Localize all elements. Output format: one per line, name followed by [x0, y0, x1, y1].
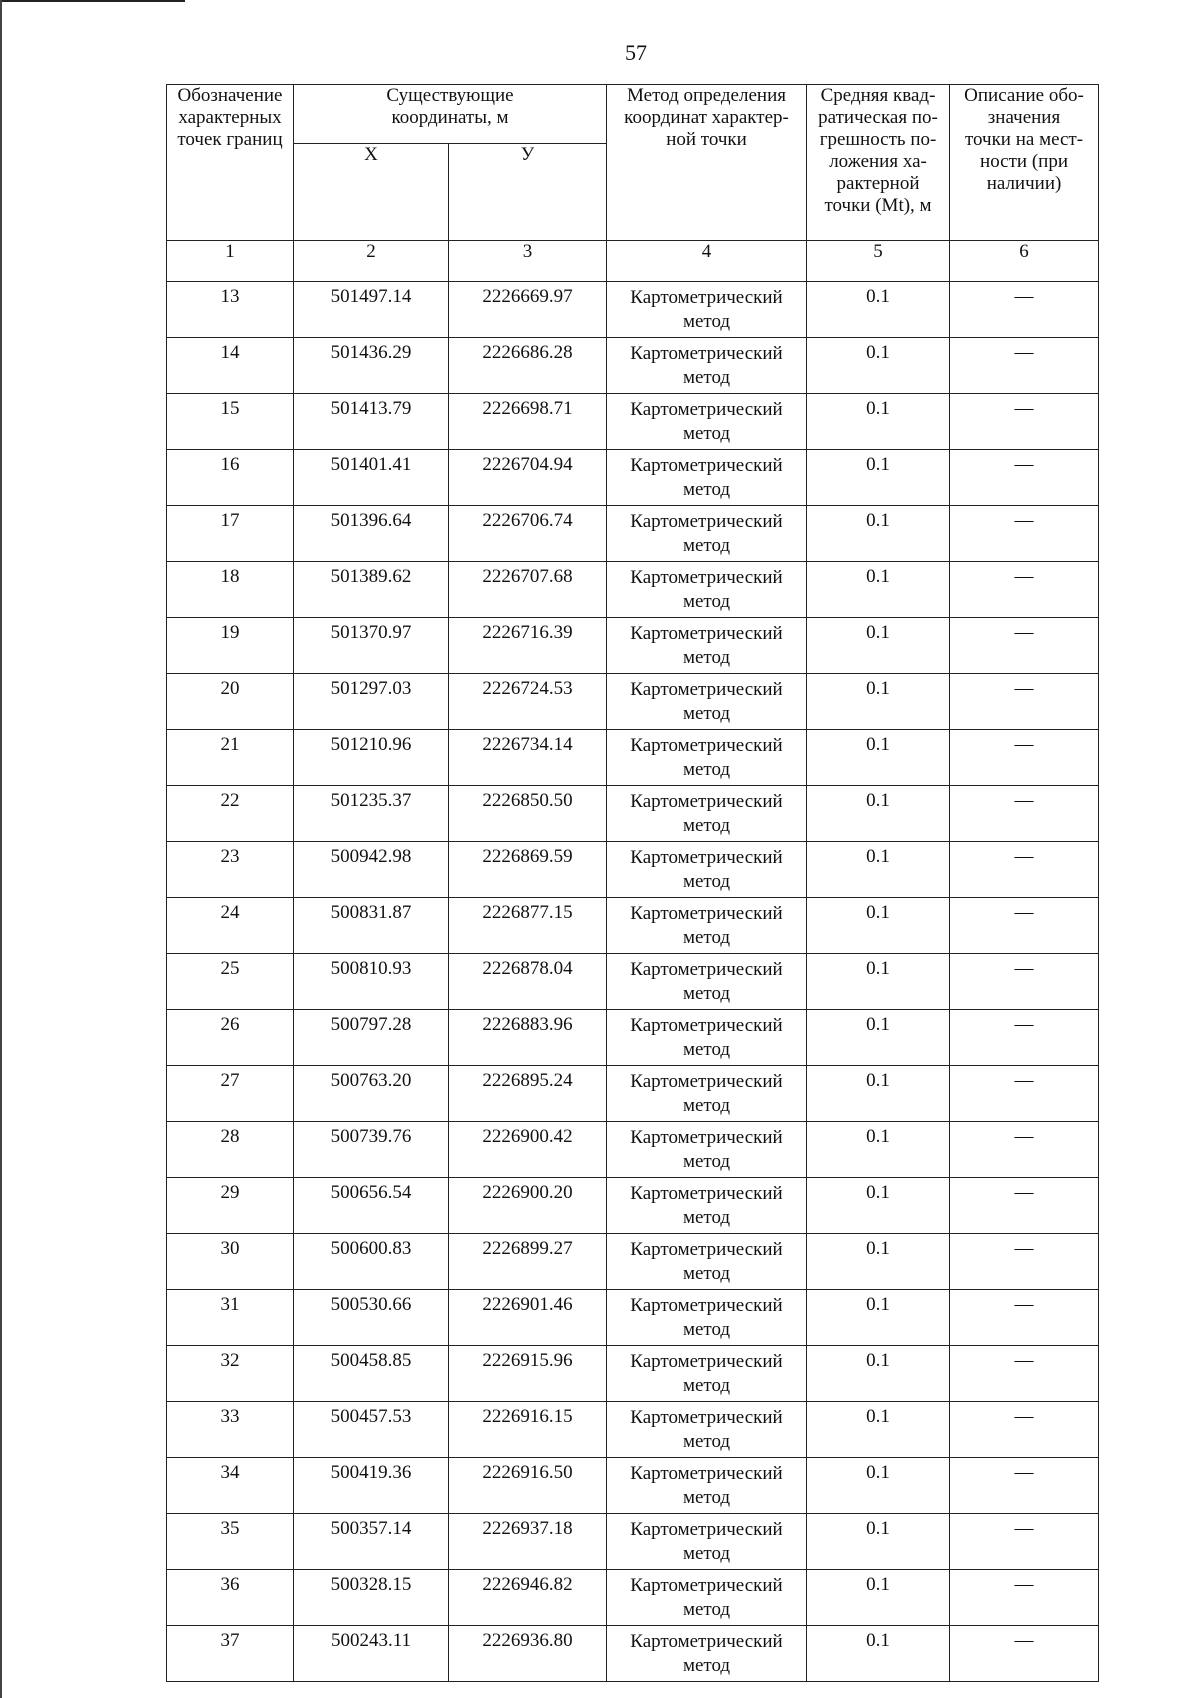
method-cell: Картометрический метод [607, 786, 807, 842]
x-coordinate-cell: 500419.36 [294, 1458, 449, 1514]
page-number: 57 [625, 40, 647, 65]
y-coordinate-cell: 2226707.68 [449, 562, 607, 618]
table-row [167, 618, 1099, 674]
y-coordinate-cell: 2226936.80 [449, 1626, 607, 1682]
x-coordinate-cell: 501297.03 [294, 674, 449, 730]
description-cell: — [950, 674, 1099, 730]
method-cell: Картометрический метод [607, 450, 807, 506]
error-cell: 0.1 [807, 1122, 950, 1178]
point-number-cell: 36 [167, 1570, 294, 1626]
x-coordinate-cell: 500739.76 [294, 1122, 449, 1178]
method-cell: Картометрический метод [607, 562, 807, 618]
point-number-cell: 19 [167, 618, 294, 674]
column-number: 6 [950, 241, 1099, 282]
description-cell: — [950, 1066, 1099, 1122]
method-cell: Картометрический метод [607, 730, 807, 786]
description-cell: — [950, 1514, 1099, 1570]
point-number-cell: 20 [167, 674, 294, 730]
point-number-cell: 14 [167, 338, 294, 394]
description-cell: — [950, 1570, 1099, 1626]
table-row [167, 842, 1099, 898]
point-number-cell: 15 [167, 394, 294, 450]
point-number-cell: 37 [167, 1626, 294, 1682]
method-cell: Картометрический метод [607, 674, 807, 730]
point-number-cell: 18 [167, 562, 294, 618]
y-coordinate-cell: 2226899.27 [449, 1234, 607, 1290]
method-cell: Картометрический метод [607, 1514, 807, 1570]
point-number-cell: 26 [167, 1010, 294, 1066]
table-row [167, 786, 1099, 842]
x-coordinate-cell: 500530.66 [294, 1290, 449, 1346]
y-coordinate-cell: 2226900.42 [449, 1122, 607, 1178]
table-row [167, 1122, 1099, 1178]
x-coordinate-cell: 500797.28 [294, 1010, 449, 1066]
method-cell: Картометрический метод [607, 1066, 807, 1122]
table-row [167, 1514, 1099, 1570]
column-number: 2 [294, 241, 449, 282]
description-cell: — [950, 338, 1099, 394]
table-row [167, 338, 1099, 394]
column-number-row [167, 241, 1099, 282]
y-coordinate-cell: 2226895.24 [449, 1066, 607, 1122]
method-cell: Картометрический метод [607, 618, 807, 674]
description-cell: — [950, 282, 1099, 338]
method-cell: Картометрический метод [607, 1570, 807, 1626]
header-point-label: Обозначение характерных точек границ [167, 85, 294, 241]
error-cell: 0.1 [807, 730, 950, 786]
column-number: 5 [807, 241, 950, 282]
description-cell: — [950, 450, 1099, 506]
table-row [167, 1346, 1099, 1402]
table-row [167, 1234, 1099, 1290]
method-cell: Картометрический метод [607, 1402, 807, 1458]
y-coordinate-cell: 2226877.15 [449, 898, 607, 954]
point-number-cell: 27 [167, 1066, 294, 1122]
description-cell: — [950, 954, 1099, 1010]
table-row [167, 1290, 1099, 1346]
method-cell: Картометрический метод [607, 1458, 807, 1514]
error-cell: 0.1 [807, 338, 950, 394]
scan-edge-left [0, 0, 2, 1698]
description-cell: — [950, 842, 1099, 898]
y-coordinate-cell: 2226916.50 [449, 1458, 607, 1514]
header-coords-group: Существующие координаты, м [294, 85, 607, 144]
table-body [167, 282, 1099, 1682]
method-cell: Картометрический метод [607, 898, 807, 954]
point-number-cell: 29 [167, 1178, 294, 1234]
method-cell: Картометрический метод [607, 1290, 807, 1346]
x-coordinate-cell: 501210.96 [294, 730, 449, 786]
point-number-cell: 23 [167, 842, 294, 898]
column-number: 3 [449, 241, 607, 282]
x-coordinate-cell: 501413.79 [294, 394, 449, 450]
y-coordinate-cell: 2226706.74 [449, 506, 607, 562]
table-row [167, 898, 1099, 954]
table-row [167, 1570, 1099, 1626]
x-coordinate-cell: 501401.41 [294, 450, 449, 506]
header-description: Описание обо- значения точки на мест- ности (при наличии) [950, 85, 1099, 241]
method-cell: Картометрический метод [607, 338, 807, 394]
error-cell: 0.1 [807, 1066, 950, 1122]
scan-edge-top [0, 0, 185, 2]
error-cell: 0.1 [807, 1514, 950, 1570]
error-cell: 0.1 [807, 618, 950, 674]
table-row [167, 674, 1099, 730]
table-row [167, 1402, 1099, 1458]
point-number-cell: 13 [167, 282, 294, 338]
point-number-cell: 31 [167, 1290, 294, 1346]
x-coordinate-cell: 500942.98 [294, 842, 449, 898]
y-coordinate-cell: 2226878.04 [449, 954, 607, 1010]
x-coordinate-cell: 500357.14 [294, 1514, 449, 1570]
method-cell: Картометрический метод [607, 954, 807, 1010]
error-cell: 0.1 [807, 1234, 950, 1290]
x-coordinate-cell: 501389.62 [294, 562, 449, 618]
y-coordinate-cell: 2226734.14 [449, 730, 607, 786]
table-row [167, 450, 1099, 506]
x-coordinate-cell: 500763.20 [294, 1066, 449, 1122]
y-coordinate-cell: 2226869.59 [449, 842, 607, 898]
y-coordinate-cell: 2226916.15 [449, 1402, 607, 1458]
description-cell: — [950, 1290, 1099, 1346]
x-coordinate-cell: 500328.15 [294, 1570, 449, 1626]
point-number-cell: 25 [167, 954, 294, 1010]
y-coordinate-cell: 2226915.96 [449, 1346, 607, 1402]
error-cell: 0.1 [807, 786, 950, 842]
y-coordinate-cell: 2226704.94 [449, 450, 607, 506]
description-cell: — [950, 1346, 1099, 1402]
table-row [167, 394, 1099, 450]
point-number-cell: 33 [167, 1402, 294, 1458]
x-coordinate-cell: 500656.54 [294, 1178, 449, 1234]
x-coordinate-cell: 501436.29 [294, 338, 449, 394]
point-number-cell: 21 [167, 730, 294, 786]
point-number-cell: 30 [167, 1234, 294, 1290]
error-cell: 0.1 [807, 1626, 950, 1682]
description-cell: — [950, 730, 1099, 786]
method-cell: Картометрический метод [607, 1626, 807, 1682]
description-cell: — [950, 1626, 1099, 1682]
description-cell: — [950, 618, 1099, 674]
header-row-1 [167, 85, 1099, 144]
method-cell: Картометрический метод [607, 506, 807, 562]
y-coordinate-cell: 2226946.82 [449, 1570, 607, 1626]
method-cell: Картометрический метод [607, 282, 807, 338]
y-coordinate-cell: 2226850.50 [449, 786, 607, 842]
point-number-cell: 22 [167, 786, 294, 842]
table-row [167, 562, 1099, 618]
error-cell: 0.1 [807, 842, 950, 898]
header-error: Средняя квад- ратическая по- грешность по- ложения ха- рактерной точки (Mt), м [807, 85, 950, 241]
method-cell: Картометрический метод [607, 1346, 807, 1402]
error-cell: 0.1 [807, 1290, 950, 1346]
description-cell: — [950, 1010, 1099, 1066]
error-cell: 0.1 [807, 1570, 950, 1626]
error-cell: 0.1 [807, 1346, 950, 1402]
y-coordinate-cell: 2226901.46 [449, 1290, 607, 1346]
description-cell: — [950, 1178, 1099, 1234]
description-cell: — [950, 786, 1099, 842]
error-cell: 0.1 [807, 1178, 950, 1234]
error-cell: 0.1 [807, 1402, 950, 1458]
x-coordinate-cell: 500600.83 [294, 1234, 449, 1290]
y-coordinate-cell: 2226900.20 [449, 1178, 607, 1234]
x-coordinate-cell: 500458.85 [294, 1346, 449, 1402]
x-coordinate-cell: 500457.53 [294, 1402, 449, 1458]
point-number-cell: 24 [167, 898, 294, 954]
point-number-cell: 16 [167, 450, 294, 506]
point-number-cell: 35 [167, 1514, 294, 1570]
x-coordinate-cell: 500243.11 [294, 1626, 449, 1682]
error-cell: 0.1 [807, 394, 950, 450]
description-cell: — [950, 1122, 1099, 1178]
table-row [167, 1066, 1099, 1122]
error-cell: 0.1 [807, 954, 950, 1010]
table-row [167, 1178, 1099, 1234]
point-number-cell: 28 [167, 1122, 294, 1178]
header-y: У [449, 144, 607, 241]
table-row [167, 954, 1099, 1010]
x-coordinate-cell: 501235.37 [294, 786, 449, 842]
error-cell: 0.1 [807, 506, 950, 562]
error-cell: 0.1 [807, 282, 950, 338]
y-coordinate-cell: 2226669.97 [449, 282, 607, 338]
method-cell: Картометрический метод [607, 842, 807, 898]
error-cell: 0.1 [807, 1010, 950, 1066]
method-cell: Картометрический метод [607, 1178, 807, 1234]
description-cell: — [950, 1402, 1099, 1458]
description-cell: — [950, 506, 1099, 562]
y-coordinate-cell: 2226686.28 [449, 338, 607, 394]
column-number: 4 [607, 241, 807, 282]
column-number: 1 [167, 241, 294, 282]
header-x: Х [294, 144, 449, 241]
table-row [167, 282, 1099, 338]
x-coordinate-cell: 501497.14 [294, 282, 449, 338]
coordinates-table [166, 84, 1099, 1682]
method-cell: Картометрический метод [607, 394, 807, 450]
header-method: Метод определения координат характер- ной точки [607, 85, 807, 241]
error-cell: 0.1 [807, 674, 950, 730]
point-number-cell: 34 [167, 1458, 294, 1514]
point-number-cell: 32 [167, 1346, 294, 1402]
error-cell: 0.1 [807, 898, 950, 954]
y-coordinate-cell: 2226883.96 [449, 1010, 607, 1066]
table-row [167, 506, 1099, 562]
error-cell: 0.1 [807, 1458, 950, 1514]
description-cell: — [950, 394, 1099, 450]
table-row [167, 1458, 1099, 1514]
error-cell: 0.1 [807, 562, 950, 618]
table-row [167, 730, 1099, 786]
description-cell: — [950, 898, 1099, 954]
x-coordinate-cell: 501396.64 [294, 506, 449, 562]
table-row [167, 1010, 1099, 1066]
description-cell: — [950, 562, 1099, 618]
method-cell: Картометрический метод [607, 1122, 807, 1178]
method-cell: Картометрический метод [607, 1010, 807, 1066]
y-coordinate-cell: 2226724.53 [449, 674, 607, 730]
description-cell: — [950, 1458, 1099, 1514]
method-cell: Картометрический метод [607, 1234, 807, 1290]
x-coordinate-cell: 500831.87 [294, 898, 449, 954]
y-coordinate-cell: 2226937.18 [449, 1514, 607, 1570]
error-cell: 0.1 [807, 450, 950, 506]
x-coordinate-cell: 501370.97 [294, 618, 449, 674]
x-coordinate-cell: 500810.93 [294, 954, 449, 1010]
table-row [167, 1626, 1099, 1682]
y-coordinate-cell: 2226716.39 [449, 618, 607, 674]
y-coordinate-cell: 2226698.71 [449, 394, 607, 450]
point-number-cell: 17 [167, 506, 294, 562]
description-cell: — [950, 1234, 1099, 1290]
